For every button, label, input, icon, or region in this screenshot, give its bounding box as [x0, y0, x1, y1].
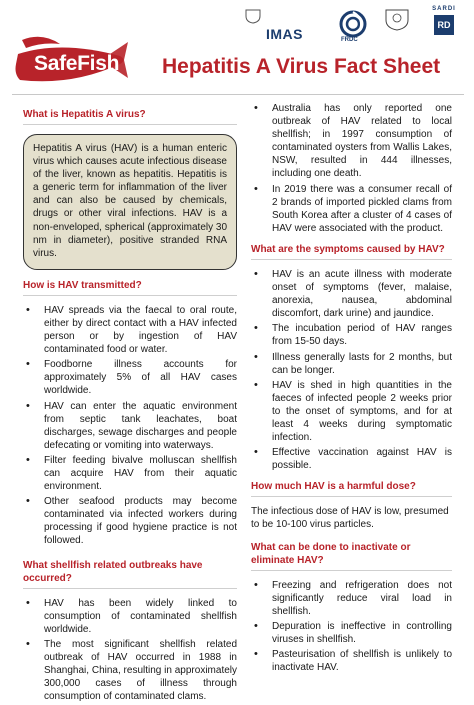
frdc-text: FRDC	[341, 37, 358, 43]
partner-logos	[238, 4, 468, 44]
list-item: • Filter feeding bivalve molluscan shellfish can acquire HAV from their aquatic environment.	[23, 454, 237, 493]
outbreaks-list	[23, 597, 237, 704]
university-crest-icon	[244, 8, 262, 24]
rd-badge: RD	[434, 15, 454, 35]
list-item: • Other seafood products may become contaminated via infected workers during processing if good hygiene practice is not followed.	[23, 495, 237, 547]
inactivate-list	[251, 579, 452, 675]
transmission-list	[23, 304, 237, 548]
list-item: • Illness generally lasts for 2 months, but can be longer.	[251, 351, 452, 377]
list-item: • The most significant shellfish related outbreak of HAV occurred in 1988 in Shanghai, China, resulting in approximately 300,000 cases of illness through consumption of contaminated clams.	[23, 638, 237, 703]
dose-text: The infectious dose of HAV is low, presumed to be 10-100 virus particles.	[251, 506, 449, 531]
inactivate-heading: What can be done to inactivate or eliminate HAV?	[251, 541, 452, 571]
university-logo	[244, 8, 274, 25]
list-item: • HAV is an acute illness with moderate onset of symptoms (fever, malaise, anorexia, nausea, abdominal discomfort, dark urine) and jaundice.	[251, 268, 452, 320]
outbreaks-heading: What shellfish related outbreaks have occurred?	[23, 559, 237, 589]
symptoms-list	[251, 268, 452, 472]
sardi-text: SARDI	[432, 6, 456, 12]
list-item: • Pasteurisation of shellfish is unlikely to inactivate HAV.	[251, 648, 452, 674]
logo-text: SafeFish	[34, 52, 120, 75]
list-item: • The incubation period of HAV ranges from 15-50 days.	[251, 322, 452, 348]
list-item: • Australia has only reported one outbreak of HAV related to local shellfish; in 1997 consumption of contaminated oysters from Wallis Lakes, NSW, resulted in 444 illnesses, including one death.	[251, 102, 452, 181]
what-is-hav-heading: What is Hepatitis A virus?	[23, 108, 237, 125]
government-crest-icon	[378, 6, 416, 32]
list-item: • Freezing and refrigeration does not significantly reduce viral load in shellfish.	[251, 579, 452, 618]
right-column	[251, 100, 452, 676]
list-item: • Effective vaccination against HAV is possible.	[251, 446, 452, 472]
list-item: • HAV has been widely linked to consumption of contaminated shellfish worldwide.	[23, 597, 237, 636]
list-item: • HAV spreads via the faecal to oral route, either by direct contact with a HAV infected person or by ingestion of HAV contaminated food or water.	[23, 304, 237, 356]
dose-heading: How much HAV is a harmful dose?	[251, 480, 452, 497]
list-item: • Depuration is ineffective in controlling viruses in shellfish.	[251, 620, 452, 646]
page-title: Hepatitis A Virus Fact Sheet	[162, 55, 441, 78]
symptoms-heading: What are the symptoms caused by HAV?	[251, 243, 452, 260]
transmission-heading: How is HAV transmitted?	[23, 279, 237, 296]
page-header	[0, 0, 474, 100]
outbreaks-list-continued	[251, 102, 452, 235]
definition-text: Hepatitis A virus (HAV) is a human enteric virus which causes acute infectious disease of the liver, known as hepatitis. Hepatitis is a generic term for inflammation of the liver and can also be caused by chemicals, drugs or other viral infections. HAV is a non-enveloped, spherical (approximately 30 nm in diameter), positive stranded RNA virus.	[33, 143, 228, 259]
sardi-logo	[424, 6, 464, 46]
left-column	[23, 100, 237, 705]
safefish-logo	[12, 34, 132, 92]
list-item: • In 2019 there was a consumer recall of 2 brands of imported pickled clams from South Korea after a cluster of 4 cases of HAV were associated with the product.	[251, 183, 452, 235]
list-item: • HAV can enter the aquatic environment from septic tank leachates, boat discharges, sewage discharges and people defecating or vomiting into waterways.	[23, 400, 237, 452]
government-logo	[378, 6, 416, 46]
list-item: • Foodborne illness accounts for approximately 5% of all HAV cases worldwide.	[23, 358, 237, 397]
list-item: • HAV is shed in high quantities in the faeces of infected people 2 weeks prior to the onset of symptoms, and for at least 4 weeks during symptomatic infection.	[251, 379, 452, 444]
header-divider	[12, 94, 464, 95]
definition-callout	[23, 134, 237, 270]
frdc-swirl-icon	[338, 10, 368, 40]
imas-logo: IMAS	[266, 26, 303, 42]
